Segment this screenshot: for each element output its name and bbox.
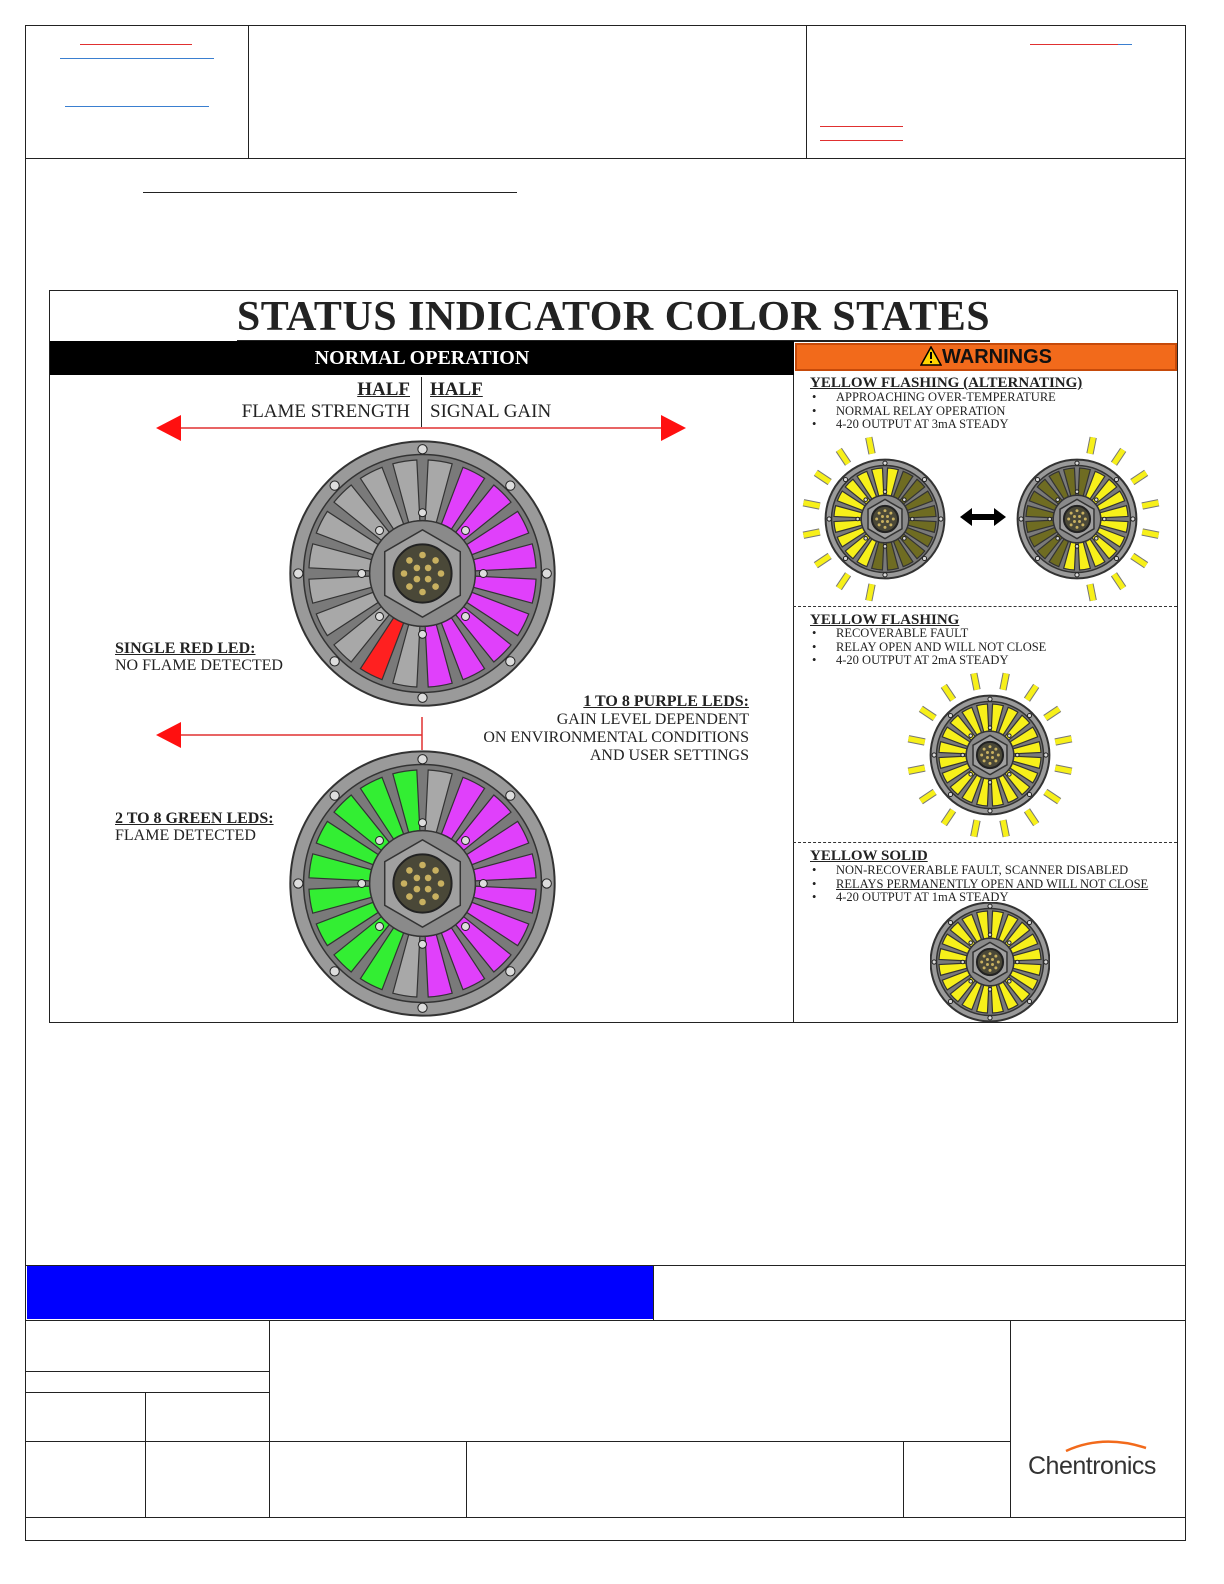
list-item: • NORMAL RELAY OPERATION bbox=[810, 405, 1056, 419]
warning-1-scanner-b bbox=[992, 434, 1162, 604]
warning-divider-2 bbox=[793, 842, 1177, 843]
title-block-bottom-rule bbox=[25, 1517, 1186, 1518]
warning-2-list bbox=[810, 627, 1046, 668]
title-block-col-3 bbox=[903, 1441, 904, 1517]
normal-operation-header: NORMAL OPERATION bbox=[50, 341, 794, 375]
purple-led-line-1: GAIN LEVEL DEPENDENT bbox=[556, 711, 749, 728]
header-divider-right bbox=[806, 25, 807, 158]
header-redline-3 bbox=[820, 126, 903, 127]
header-blueline-1 bbox=[60, 58, 214, 59]
warning-2-scanner bbox=[905, 670, 1075, 840]
green-led-desc: FLAME DETECTED bbox=[115, 827, 256, 844]
title-block-blue-divider bbox=[653, 1265, 654, 1320]
right-arrow-icon bbox=[422, 415, 686, 441]
red-led-title: SINGLE RED LED: bbox=[115, 640, 256, 657]
warning-2-title: YELLOW FLASHING bbox=[810, 612, 960, 628]
red-led-desc: NO FLAME DETECTED bbox=[115, 657, 283, 674]
header-redline-4 bbox=[820, 140, 903, 141]
title-block-left-rule-b bbox=[25, 1392, 269, 1393]
warning-3-list bbox=[810, 864, 1148, 905]
title-block-col-1 bbox=[269, 1320, 270, 1517]
title-block-left-split bbox=[145, 1392, 146, 1517]
warning-1-list bbox=[810, 391, 1056, 432]
list-item: • APPROACHING OVER-TEMPERATURE bbox=[810, 391, 1056, 405]
list-item: • RECOVERABLE FAULT bbox=[810, 627, 1046, 641]
list-item: • RELAY OPEN AND WILL NOT CLOSE bbox=[810, 641, 1046, 655]
title-block-rule-2 bbox=[25, 1320, 1186, 1321]
header-blueline-2 bbox=[65, 106, 209, 107]
purple-led-line-3: AND USER SETTINGS bbox=[589, 747, 749, 764]
normal-warning-divider bbox=[793, 375, 794, 1022]
list-item: • 4-20 OUTPUT AT 3mA STEADY bbox=[810, 418, 1056, 432]
warning-3-title: YELLOW SOLID bbox=[810, 848, 928, 864]
flame-strength-label: FLAME STRENGTH bbox=[241, 401, 410, 422]
left-arrow-icon bbox=[156, 717, 422, 750]
list-item: • 4-20 OUTPUT AT 1mA STEADY bbox=[810, 891, 1148, 905]
list-item: • 4-20 OUTPUT AT 2mA STEADY bbox=[810, 654, 1046, 668]
green-led-title: 2 TO 8 GREEN LEDS: bbox=[115, 810, 274, 827]
warnings-header: WARNINGS bbox=[795, 343, 1177, 371]
header-divider-left bbox=[248, 25, 249, 158]
header-redline-2 bbox=[1030, 44, 1118, 45]
half-left-label: HALF bbox=[357, 379, 410, 400]
panel-title: STATUS INDICATOR COLOR STATES bbox=[236, 294, 991, 340]
list-item: • RELAYS PERMANENTLY OPEN AND WILL NOT CLOSE bbox=[810, 878, 1148, 892]
header-blueline-3 bbox=[1118, 44, 1132, 45]
warning-1-scanner-a bbox=[800, 434, 970, 604]
warning-3-scanner bbox=[930, 902, 1050, 1022]
header-bottom-rule bbox=[25, 158, 1186, 159]
purple-led-line-2: ON ENVIRONMENTAL CONDITIONS bbox=[483, 729, 749, 746]
list-item: • NON-RECOVERABLE FAULT, SCANNER DISABLED bbox=[810, 864, 1148, 878]
title-block-left-rule-a bbox=[25, 1371, 269, 1372]
warning-triangle-icon bbox=[920, 346, 942, 366]
warning-1-title: YELLOW FLASHING (ALTERNATING) bbox=[810, 375, 1083, 391]
logo-text: Chentronics bbox=[1028, 1452, 1156, 1480]
title-block-blue-bar bbox=[27, 1266, 653, 1319]
half-right-label: HALF bbox=[430, 379, 483, 400]
title-block-rule-3 bbox=[25, 1441, 1010, 1442]
signal-gain-label: SIGNAL GAIN bbox=[430, 401, 552, 422]
warning-divider-1 bbox=[793, 606, 1177, 607]
title-block-col-logo bbox=[1010, 1320, 1011, 1517]
header-redline-1 bbox=[80, 44, 192, 45]
left-arrow-icon bbox=[156, 415, 422, 441]
purple-led-title: 1 TO 8 PURPLE LEDS: bbox=[583, 693, 749, 710]
section-heading-rule bbox=[143, 192, 517, 193]
scanner-no-flame bbox=[289, 440, 556, 707]
company-logo bbox=[1028, 1438, 1168, 1481]
logo-arc-icon bbox=[1028, 1438, 1168, 1452]
scanner-flame-detected bbox=[289, 750, 556, 1017]
title-block-col-2 bbox=[466, 1441, 467, 1517]
